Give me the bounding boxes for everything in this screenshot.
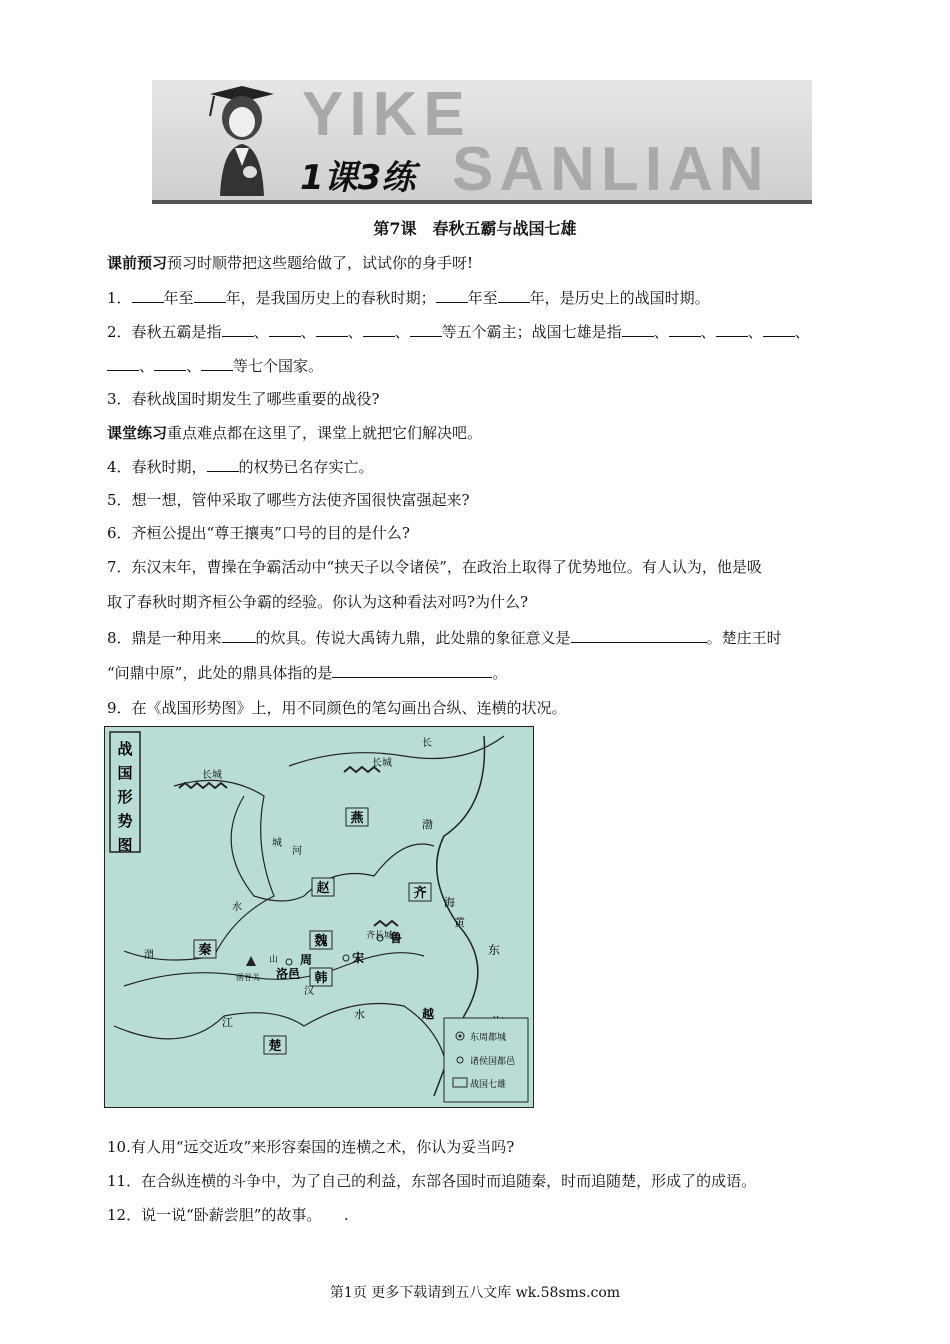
answer-blank[interactable] <box>622 323 654 337</box>
q1-text: 年至 <box>163 289 194 307</box>
q4-text: 4．春秋时期， <box>107 458 207 476</box>
question-1 <box>107 287 710 308</box>
state-label: 赵 <box>316 881 330 896</box>
q8-text: 的炊具。传说大禹铸九鼎，此处鼎的象征意义是 <box>255 629 571 647</box>
feature-label: 黄 <box>454 916 465 929</box>
q8-text: 。楚庄王时 <box>706 629 782 647</box>
answer-blank[interactable] <box>269 323 301 337</box>
feature-label: 汉 <box>304 986 314 997</box>
question-3: 3．春秋战国时期发生了哪些重要的战役? <box>107 390 380 408</box>
section-preview-label: 课前预习 <box>107 254 168 272</box>
feature-label: 江 <box>222 1016 233 1029</box>
answer-blank[interactable] <box>363 323 395 337</box>
warring-states-map <box>104 726 534 1108</box>
lesson-title: 第7课 春秋五霸与战国七雄 <box>373 219 577 238</box>
feature-label: 东 <box>488 943 501 957</box>
question-7-line1: 7．东汉末年，曹操在争霸活动中“挟天子以令诸侯”，在政治上取得了优势地位。有人认为，他是吸 <box>107 558 762 576</box>
state-label: 齐 <box>413 886 427 901</box>
feature-label: 渤 <box>422 818 433 831</box>
separator: 、 <box>794 323 810 341</box>
question-9: 9．在《战国形势图》上，用不同颜色的笔勾画出合纵、连横的状况。 <box>107 699 567 717</box>
answer-blank[interactable] <box>571 629 707 643</box>
teacher-illustration <box>202 86 282 196</box>
place-label: 鲁 <box>390 931 403 945</box>
state-label: 楚 <box>268 1039 282 1054</box>
answer-blank[interactable] <box>410 323 442 337</box>
feature-label: 山 <box>269 955 279 965</box>
map-title-char: 势 <box>117 812 133 830</box>
state-label: 燕 <box>350 811 364 826</box>
answer-blank[interactable] <box>107 357 139 371</box>
section-preview <box>107 252 473 273</box>
answer-blank[interactable] <box>222 629 256 643</box>
answer-blank[interactable] <box>763 323 795 337</box>
place-label: 宋 <box>352 951 365 965</box>
feature-label: 长城 <box>372 758 392 769</box>
map-title-char: 国 <box>117 764 133 782</box>
separator: 、 <box>300 323 316 341</box>
separator: 、 <box>253 323 269 341</box>
feature-label: 河 <box>292 846 302 857</box>
answer-blank[interactable] <box>207 458 239 472</box>
answer-blank[interactable] <box>201 357 233 371</box>
feature-label: 城 <box>272 838 282 849</box>
answer-blank[interactable] <box>716 323 748 337</box>
feature-label: 水 <box>354 1008 365 1021</box>
feature-label: 海 <box>444 896 455 909</box>
separator: 、 <box>394 323 410 341</box>
map-title-char: 图 <box>117 836 133 854</box>
legend-item: 东周都城 <box>470 1033 507 1043</box>
q4-text: 的权势已名存实亡。 <box>238 458 374 476</box>
place-label: 函谷关 <box>236 973 260 982</box>
feature-label: 长 <box>422 738 432 749</box>
q1-text: 年至 <box>467 289 498 307</box>
legend-item: 战国七雄 <box>470 1080 507 1090</box>
legend-item: 诸侯国都邑 <box>470 1057 516 1067</box>
separator: 、 <box>186 357 202 375</box>
separator: 、 <box>747 323 763 341</box>
question-6: 6．齐桓公提出“尊王攘夷”口号的目的是什么? <box>107 524 410 542</box>
question-7-line2: 取了春秋时期齐桓公争霸的经验。你认为这种看法对吗?为什么? <box>107 593 529 611</box>
question-8 <box>107 627 782 648</box>
q2-text: 等五个霸主；战国七雄是指 <box>441 323 622 341</box>
place-label: 越 <box>422 1007 435 1021</box>
section-preview-text: 预习时顺带把这些题给做了，试试你的身手呀! <box>167 254 474 272</box>
question-2 <box>107 321 810 342</box>
question-5: 5．想一想，管仲采取了哪些方法使齐国很快富强起来? <box>107 491 470 509</box>
brand-cn: 1课3练 <box>300 158 416 198</box>
map-title-char: 形 <box>117 788 133 806</box>
page-footer: 第1页 更多下载请到五八文库 wk.58sms.com <box>329 1285 621 1301</box>
feature-label: 齐长城 <box>366 931 394 941</box>
answer-blank[interactable] <box>436 289 468 303</box>
state-label: 魏 <box>314 934 328 949</box>
answer-blank[interactable] <box>669 323 701 337</box>
section-practice-label: 课堂练习 <box>107 424 168 442</box>
feature-label: 渭 <box>144 950 154 961</box>
question-11: 11．在合纵连横的斗争中，为了自己的利益，东部各国时而追随秦，时而追随楚，形成了的成语。 <box>107 1172 757 1190</box>
q1-text: 1． <box>107 289 132 307</box>
state-label: 秦 <box>198 943 212 958</box>
answer-blank[interactable] <box>498 289 530 303</box>
separator: 、 <box>700 323 716 341</box>
question-4 <box>107 456 374 477</box>
question-10: 10.有人用“远交近攻”来形容秦国的连横之术，你认为妥当吗? <box>107 1138 515 1156</box>
answer-blank[interactable] <box>222 323 254 337</box>
q8-text: 8．鼎是一种用来 <box>107 629 222 647</box>
map-title-char: 战 <box>117 740 133 758</box>
q2-text: 2．春秋五霸是指 <box>107 323 222 341</box>
question-8-cont <box>107 662 507 683</box>
place-label: 洛邑 <box>276 967 301 981</box>
question-2-cont <box>107 355 323 376</box>
header-banner <box>152 80 812 204</box>
question-12: 12．说一说“卧薪尝胆”的故事。 . <box>107 1206 349 1224</box>
section-practice-text: 重点难点都在这里了，课堂上就把它们解决吧。 <box>167 424 483 442</box>
brand-line2: SANLIAN <box>452 135 770 204</box>
answer-blank[interactable] <box>316 323 348 337</box>
answer-blank[interactable] <box>194 289 226 303</box>
separator: 、 <box>139 357 155 375</box>
q1-text: 年，是我国历史上的春秋时期； <box>225 289 436 307</box>
separator: 、 <box>653 323 669 341</box>
brand-line1: YIKE <box>302 80 471 149</box>
state-label: 韩 <box>314 971 328 986</box>
q1-text: 年，是历史上的战国时期。 <box>529 289 710 307</box>
place-label: 周 <box>300 953 313 967</box>
section-practice <box>107 422 482 443</box>
q8-text: “问鼎中原”，此处的鼎具体指的是 <box>107 664 333 682</box>
answer-blank[interactable] <box>132 289 164 303</box>
q2-text: 等七个国家。 <box>233 357 324 375</box>
q8-text: 。 <box>492 664 508 682</box>
separator: 、 <box>347 323 363 341</box>
feature-label: 水 <box>232 902 242 913</box>
answer-blank[interactable] <box>332 664 492 678</box>
feature-label: 长城 <box>202 770 222 781</box>
answer-blank[interactable] <box>154 357 186 371</box>
